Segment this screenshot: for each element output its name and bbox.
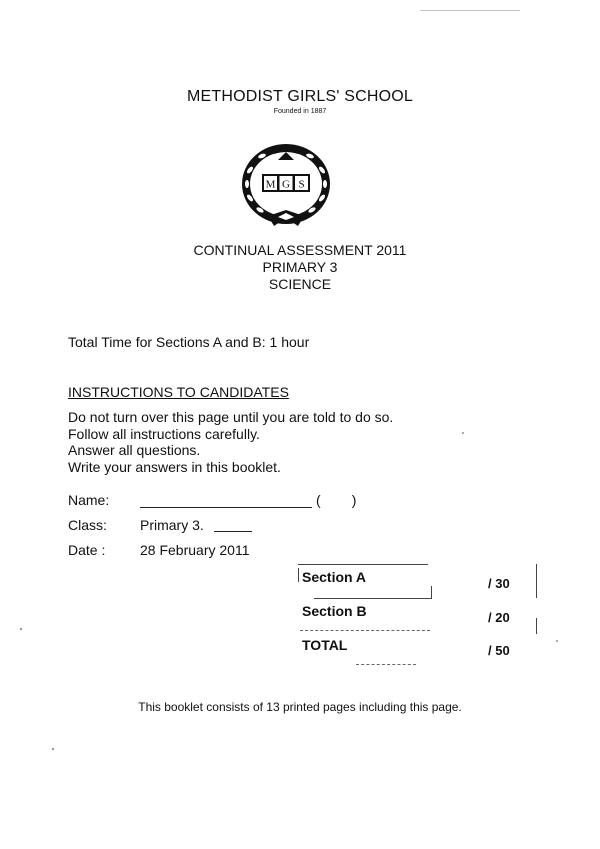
school-crest-icon [238,140,334,230]
score-border [300,630,430,631]
section-a-label: Section A [302,569,367,585]
assessment-title: CONTINUAL ASSESSMENT 2011 [193,242,407,258]
score-border [314,598,432,599]
scan-noise [52,748,54,750]
date-value: 28 February 2011 [140,542,250,558]
assessment-level: PRIMARY 3 [262,259,338,275]
score-border [298,564,428,565]
class-value: Primary 3. [140,517,204,533]
class-line[interactable] [214,531,252,532]
section-a-max: / 30 [488,576,510,591]
instruction-item: Follow all instructions carefully. [68,425,260,442]
school-name: METHODIST GIRLS' SCHOOL [186,88,414,105]
section-b-max: / 20 [488,610,510,625]
name-label: Name: [68,492,110,508]
class-label: Class: [68,517,107,533]
name-line[interactable] [140,507,312,508]
crest-letter: M [265,178,276,191]
instructions-list [68,409,393,475]
register-number-paren: ( ) [316,492,357,508]
date-label: Date : [68,542,106,558]
founded-year: Founded in 1887 [273,108,327,115]
assessment-block [0,242,600,293]
total-max: / 50 [488,643,510,658]
total-label: TOTAL [302,637,348,653]
scan-noise [20,628,22,630]
scan-noise [556,640,558,642]
total-time: Total Time for Sections A and B: 1 hour [68,334,310,350]
assessment-subject: SCIENCE [268,276,332,292]
page-count-note: This booklet consists of 13 printed pages including this page. [138,700,462,714]
score-border [431,586,432,598]
crest-letter: S [298,178,305,191]
score-border [356,664,416,665]
instruction-item: Write your answers in this booklet. [68,458,281,475]
instructions-heading: INSTRUCTIONS TO CANDIDATES [68,384,289,400]
score-border [298,568,299,582]
scan-noise [462,432,464,434]
score-border [536,618,537,634]
crest-letter: G [282,178,290,191]
scan-noise [420,10,520,11]
instruction-item: Do not turn over this page until you are told to do so. [68,409,394,425]
section-b-label: Section B [302,603,367,619]
score-border [536,564,537,598]
instruction-item: Answer all questions. [68,442,201,458]
